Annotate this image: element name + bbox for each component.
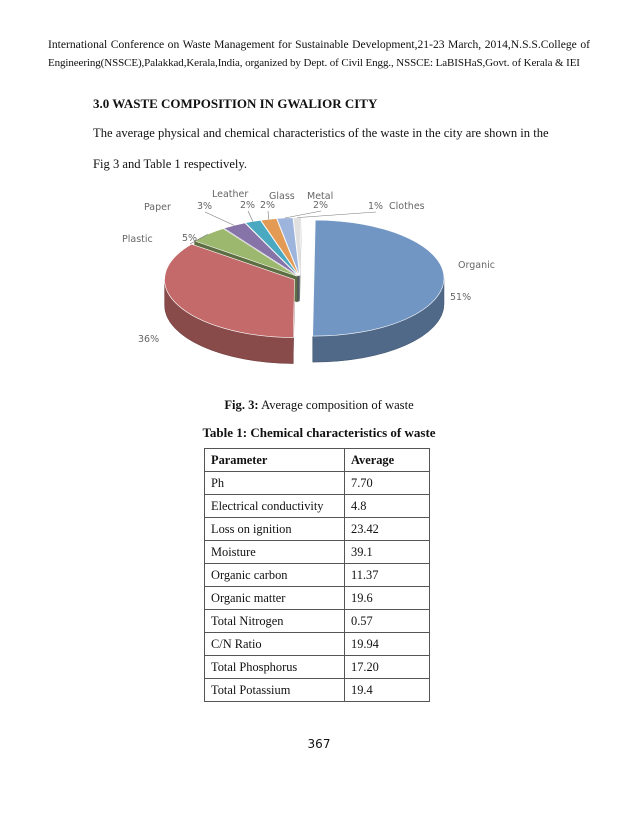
chemical-characteristics-table [204, 448, 430, 702]
paragraph-line-2: Fig 3 and Table 1 respectively. [93, 157, 248, 171]
cell-average: 19.6 [345, 587, 430, 610]
table-header-row [205, 449, 430, 472]
slice-label-metal: Metal [307, 191, 334, 202]
section-title: 3.0 WASTE COMPOSITION IN GWALIOR CITY [93, 96, 378, 111]
cell-parameter: Total Potassium [205, 679, 345, 702]
cell-average: 0.57 [345, 610, 430, 633]
leader-line [248, 211, 253, 221]
leader-line [297, 212, 376, 218]
figure-caption-text: Average composition of waste [258, 398, 414, 412]
header-line-1: International Conference on Waste Management for Sustainable Development,21-23 March, 2014,N.S.S.College of [48, 38, 590, 51]
table-row [205, 564, 430, 587]
cell-average: 23.42 [345, 518, 430, 541]
leader-line [268, 211, 269, 219]
cell-parameter: Moisture [205, 541, 345, 564]
table-row [205, 679, 430, 702]
page-header [48, 36, 590, 72]
cell-parameter: Organic carbon [205, 564, 345, 587]
paragraph-line-1: The average physical and chemical characteristics of the waste in the city are shown in the [93, 126, 549, 140]
cell-average: 11.37 [345, 564, 430, 587]
cell-average: 4.8 [345, 495, 430, 518]
table-row [205, 518, 430, 541]
table-row [205, 656, 430, 679]
cell-average: 7.70 [345, 472, 430, 495]
cell-parameter: C/N Ratio [205, 633, 345, 656]
slice-value-label: 5% [182, 233, 198, 244]
slice-value-label: 2% [240, 200, 256, 211]
slice-label-clothes: Clothes [389, 201, 425, 212]
slice-label-paper: Paper [144, 202, 171, 213]
cell-parameter: Total Nitrogen [205, 610, 345, 633]
figure-caption [0, 398, 638, 413]
table-row [205, 472, 430, 495]
table-row [205, 587, 430, 610]
cell-average: 19.94 [345, 633, 430, 656]
slice-value-label: 51% [450, 292, 472, 303]
page-number: 367 [307, 737, 331, 751]
slice-value-label: 2% [313, 200, 329, 211]
leader-line [205, 212, 234, 225]
table-row [205, 541, 430, 564]
cell-average: 17.20 [345, 656, 430, 679]
table-caption: Table 1: Chemical characteristics of waste [202, 425, 436, 440]
table-row [205, 633, 430, 656]
cell-parameter: Electrical conductivity [205, 495, 345, 518]
cell-parameter: Ph [205, 472, 345, 495]
cell-parameter: Organic matter [205, 587, 345, 610]
slice-value-label: 36% [138, 334, 160, 345]
header-line-2: Engineering(NSSCE),Palakkad,Kerala,India, organized by Dept. of Civil Engg., NSSCE: LaBISHaS,Govt. of Kerala & IEI [48, 57, 580, 69]
cell-average: 19.4 [345, 679, 430, 702]
table-row [205, 610, 430, 633]
slice-label-organic: Organic [458, 260, 495, 271]
cell-average: 39.1 [345, 541, 430, 564]
cell-parameter: Loss on ignition [205, 518, 345, 541]
slice-value-label: 2% [260, 200, 276, 211]
slice-value-label: 1% [368, 201, 384, 212]
waste-composition-pie-chart [100, 180, 520, 375]
slice-label-leather: Leather [212, 189, 249, 200]
column-header-parameter: Parameter [205, 449, 345, 472]
slice-value-label: 3% [197, 201, 213, 212]
column-header-average: Average [345, 449, 430, 472]
table-row [205, 495, 430, 518]
figure-caption-label: Fig. 3: [224, 398, 259, 412]
cell-parameter: Total Phosphorus [205, 656, 345, 679]
slice-label-plastic: Plastic [122, 234, 153, 245]
slice-label-glass: Glass [269, 191, 295, 202]
